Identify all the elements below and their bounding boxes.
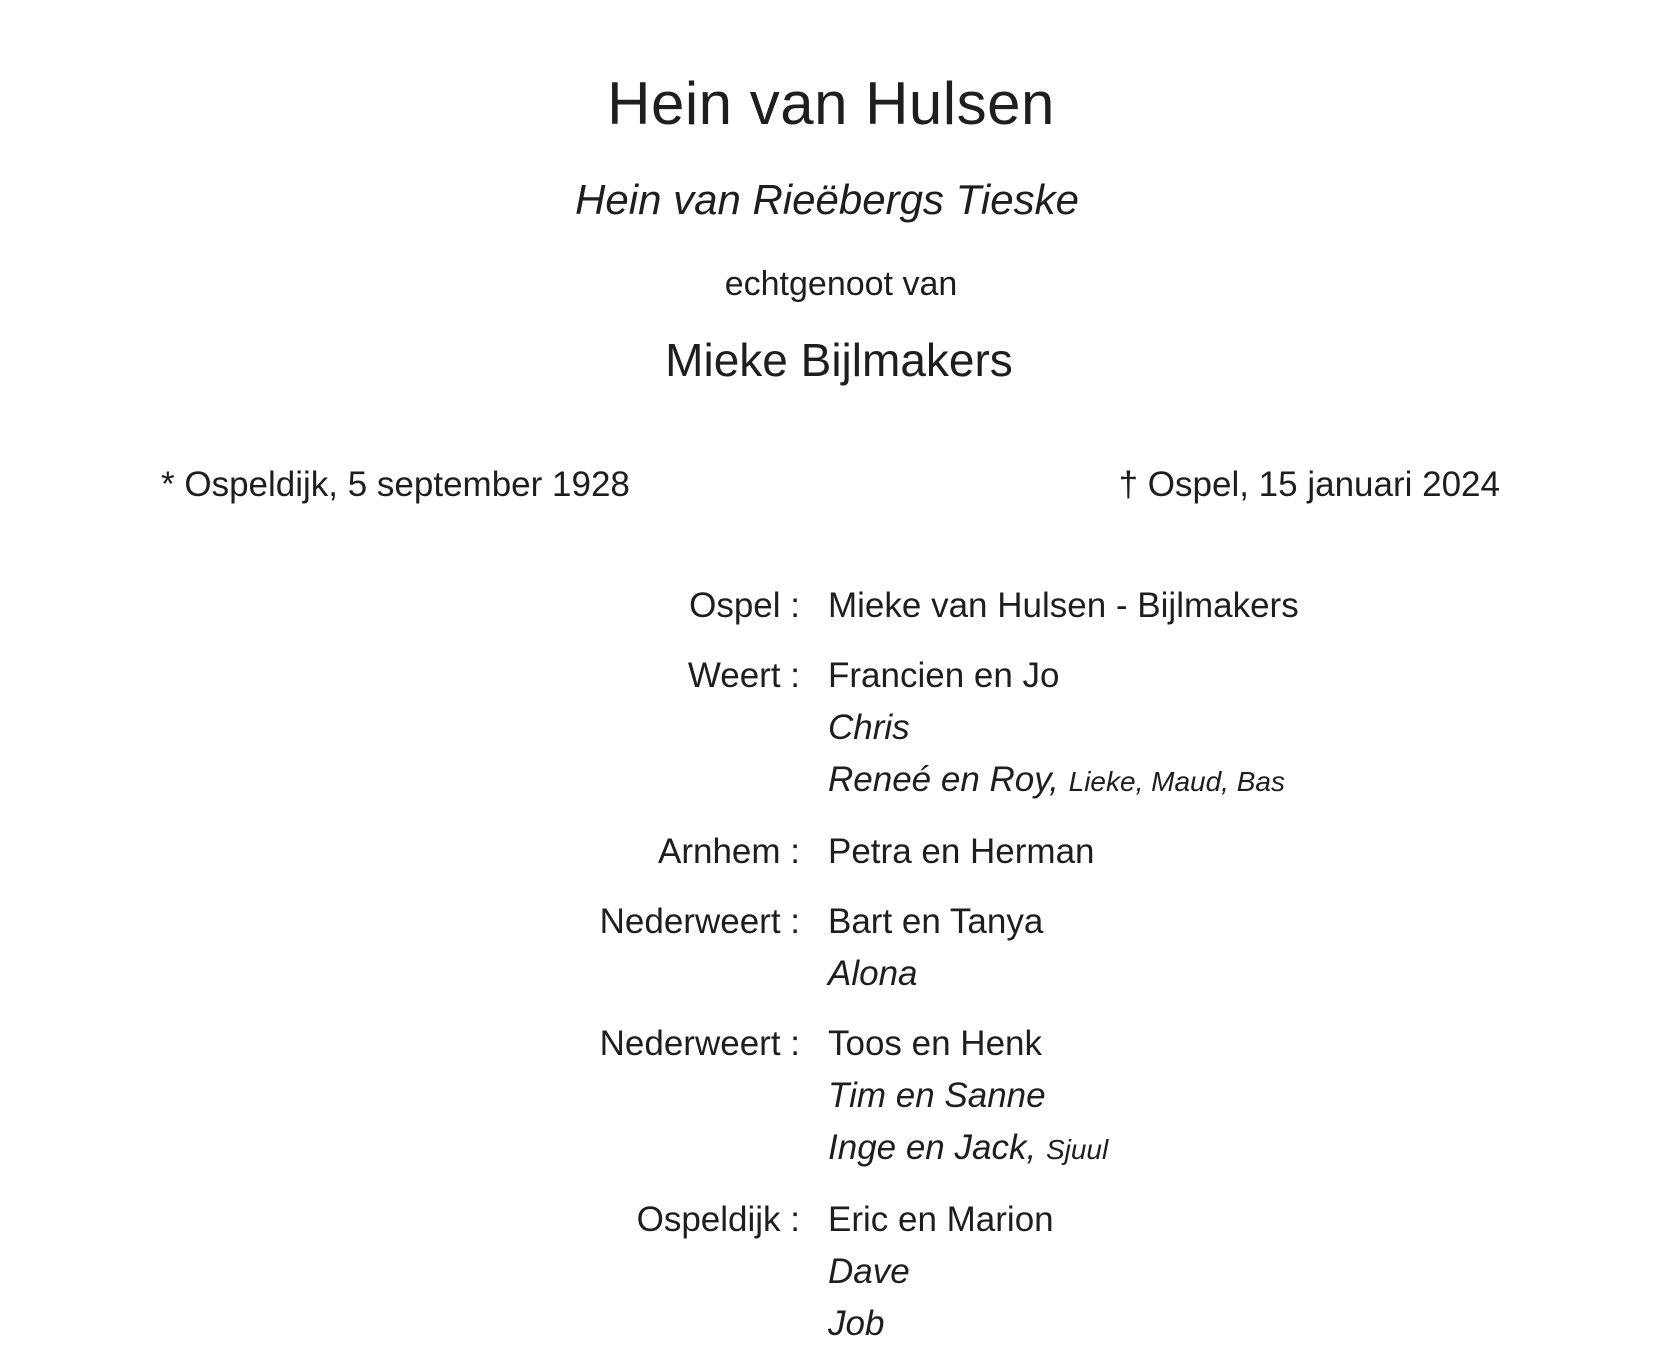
family-members: [828, 1018, 1108, 1176]
grandchild-line: [828, 1070, 1108, 1122]
member-name: Alona: [828, 954, 918, 993]
birth-date: * Ospeldijk, 5 september 1928: [161, 465, 630, 504]
grandchild-line: [828, 1298, 1054, 1350]
family-place: Ospeldijk :: [636, 1200, 800, 1239]
child-line: [828, 580, 1299, 632]
grandchild-line: [828, 1246, 1054, 1298]
family-members: [828, 826, 1095, 878]
family-members: [828, 1194, 1054, 1350]
member-name: Eric en Marion: [828, 1200, 1054, 1239]
member-name: Francien en Jo: [828, 656, 1060, 695]
great-grandchildren: Sjuul: [1045, 1134, 1109, 1165]
child-line: [828, 1194, 1054, 1246]
family-place: Arnhem :: [658, 832, 800, 871]
family-place: Nederweert :: [599, 902, 800, 941]
family-members: [828, 896, 1043, 1000]
child-line: [828, 650, 1285, 702]
deceased-nickname: Hein van Rieëbergs Tieske: [575, 176, 1079, 223]
family-list: [0, 580, 1662, 1368]
grandchild-line: [828, 702, 1285, 754]
family-group: [0, 580, 1662, 632]
member-name: Reneé en Roy,: [828, 760, 1059, 799]
relation-text: echtgenoot van: [724, 265, 958, 303]
spouse-name: Mieke Bijlmakers: [665, 334, 1013, 386]
deceased-name: Hein van Hulsen: [607, 70, 1055, 137]
family-members: [828, 580, 1299, 632]
member-name: Petra en Herman: [828, 832, 1095, 871]
great-grandchildren: Lieke, Maud, Bas: [1068, 766, 1285, 797]
child-line: [828, 826, 1095, 878]
family-group: [0, 826, 1662, 878]
member-name: Mieke van Hulsen - Bijlmakers: [828, 586, 1299, 625]
member-name: Toos en Henk: [828, 1024, 1043, 1063]
family-place: Weert :: [687, 656, 800, 695]
family-group: [0, 896, 1662, 1000]
family-place: Ospel :: [689, 586, 800, 625]
family-place: Nederweert :: [599, 1024, 800, 1063]
child-line: [828, 1018, 1108, 1070]
member-name: Dave: [828, 1252, 910, 1291]
grandchild-line: [828, 754, 1285, 808]
member-name: Bart en Tanya: [828, 902, 1044, 941]
family-members: [828, 650, 1285, 808]
member-name: Tim en Sanne: [828, 1076, 1046, 1115]
member-name: Job: [828, 1304, 885, 1343]
grandchild-line: [828, 948, 1043, 1000]
member-name: Inge en Jack,: [828, 1128, 1037, 1167]
grandchild-line: [828, 1122, 1108, 1176]
family-group: [0, 1194, 1662, 1350]
death-date: † Ospel, 15 januari 2024: [1118, 465, 1500, 504]
member-name: Chris: [828, 708, 910, 747]
child-line: [828, 896, 1043, 948]
family-group: [0, 650, 1662, 808]
family-group: [0, 1018, 1662, 1176]
